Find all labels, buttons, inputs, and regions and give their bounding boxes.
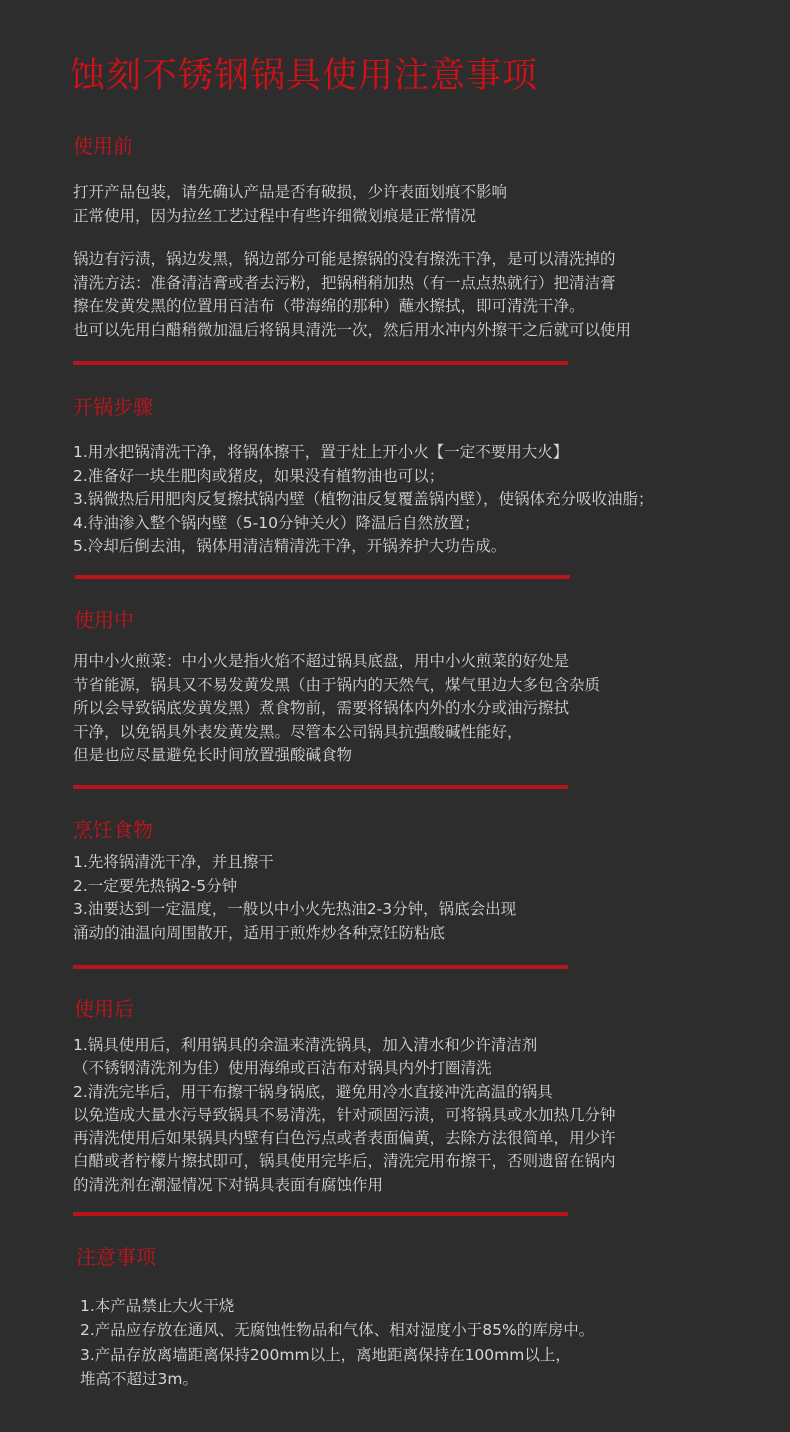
text-line: 用中小火煎菜：中小火是指火焰不超过锅具底盘，用中小火煎菜的好处是 [73, 652, 570, 670]
section-divider [73, 965, 568, 969]
list-item: 4.待油渗入整个锅内壁（5-10分钟关火）降温后自然放置； [73, 513, 480, 532]
section-heading-after-use: 使用后 [74, 997, 134, 1021]
list-item: （不锈钢清洗剂为佳）使用海绵或百洁布对锅具内外打圈清洗 [73, 1059, 492, 1078]
precautions-list [80, 1294, 594, 1391]
list-item: 2.一定要先热锅2-5分钟 [73, 876, 238, 895]
list-item: 涌动的油温向周围散开，适用于煎炸炒各种烹饪防粘底 [73, 923, 446, 942]
list-item: 1.先将锅清洗干净，并且擦干 [73, 853, 274, 871]
list-item: 2.清洗完毕后，用干布擦干锅身锅底，避免用冷水直接冲洗高温的锅具 [73, 1082, 553, 1101]
text-line: 干净，以免锅具外表发黄发黑。尽管本公司锅具抗强酸碱性能好， [73, 722, 523, 741]
list-item: 1.锅具使用后，利用锅具的余温来清洗锅具，加入清水和少许清洁剂 [73, 1036, 538, 1054]
list-item: 5.冷却后倒去油，锅体用清洁精清洗干净，开锅养护大功告成。 [73, 537, 507, 555]
text-line: 节省能源，锅具又不易发黄发黑（由于锅内的天然气，煤气里边大多包含杂质 [73, 675, 601, 694]
page-title: 蚀刻不锈钢锅具使用注意事项 [70, 56, 539, 96]
list-item: 白醋或者柠檬片擦拭即可，锅具使用完毕后，清洗完用布擦干，否则遗留在锅内 [73, 1152, 616, 1171]
section-divider [73, 361, 568, 365]
list-item: 以免造成大量水污导致锅具不易清洗，针对顽固污渍，可将锅具或水加热几分钟 [73, 1105, 616, 1124]
section-divider [73, 1212, 568, 1216]
list-item: 3.产品存放离墙距离保持200mm以上，离地距离保持在100mm以上， [80, 1345, 571, 1364]
list-item: 再清洗使用后如果锅具内壁有白色污点或者表面偏黄，去除方法很简单，用少许 [73, 1129, 616, 1148]
list-item: 2.产品应存放在通风、无腐蚀性物品和气体、相对湿度小于85%的库房中。 [80, 1321, 595, 1340]
section-heading-precautions: 注意事项 [76, 1245, 156, 1269]
section-heading-cooking: 烹饪食物 [73, 818, 153, 842]
before-use-paragraph-1 [73, 181, 507, 228]
section-heading-seasoning-steps: 开锅步骤 [73, 395, 153, 419]
during-use-text [73, 650, 600, 768]
text-line: 清洗方法：准备清洁膏或者去污粉，把锅稍稍加热（有一点点热就行）把清洁膏 [73, 273, 616, 292]
list-item: 2.准备好一块生肥肉或猪皮，如果没有植物油也可以； [73, 466, 445, 485]
list-item: 1.本产品禁止大火干烧 [80, 1297, 235, 1315]
text-line: 擦在发黄发黑的位置用百洁布（带海绵的那种）蘸水擦拭，即可清洗干净。 [73, 297, 585, 315]
seasoning-steps-list [73, 441, 654, 559]
list-item: 1.用水把锅清洗干净，将锅体擦干，置于灶上开小火【一定不要用大火】 [73, 443, 569, 461]
text-line: 但是也应尽量避免长时间放置强酸碱食物 [73, 746, 353, 764]
section-heading-during-use: 使用中 [74, 608, 134, 632]
section-heading-before-use: 使用前 [73, 134, 133, 158]
after-use-list [73, 1034, 616, 1197]
before-use-paragraph-2 [73, 248, 631, 342]
cooking-list [73, 851, 516, 945]
text-line: 正常使用，因为拉丝工艺过程中有些许细微划痕是正常情况 [73, 206, 477, 225]
section-divider [73, 785, 568, 789]
text-line: 所以会导致锅底发黄发黑）煮食物前，需要将锅体内外的水分或油污擦拭 [73, 699, 570, 717]
text-line: 也可以先用白醋稍微加温后将锅具清洗一次，然后用水冲内外擦干之后就可以使用 [73, 320, 632, 339]
text-line: 打开产品包装，请先确认产品是否有破损，少许表面划痕不影响 [73, 183, 508, 201]
list-item: 3.锅微热后用肥肉反复擦拭锅内壁（植物油反复覆盖锅内壁），使锅体充分吸收油脂； [73, 490, 654, 508]
list-item: 堆高不超过3m。 [80, 1369, 198, 1388]
list-item: 3.油要达到一定温度，一般以中小火先热油2-3分钟，锅底会出现 [73, 900, 517, 918]
text-line: 锅边有污渍，锅边发黑，锅边部分可能是擦锅的没有擦洗干净，是可以清洗掉的 [73, 250, 616, 268]
section-divider [75, 575, 570, 579]
list-item: 的清洗剂在潮湿情况下对锅具表面有腐蚀作用 [73, 1175, 384, 1194]
